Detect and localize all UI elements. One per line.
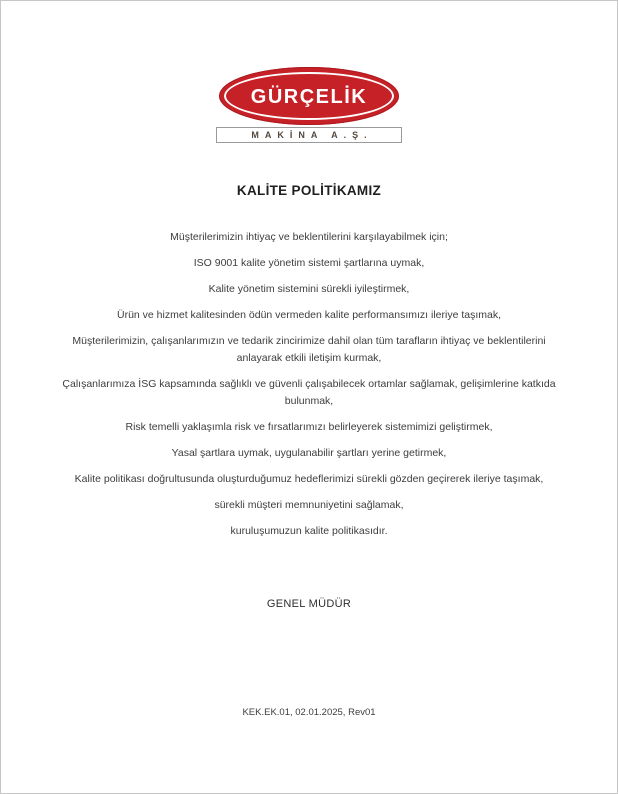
company-logo — [216, 67, 402, 143]
policy-line: Müşterilerimizin ihtiyaç ve beklentilerini karşılayabilmek için; — [170, 231, 448, 243]
policy-line: Risk temelli yaklaşımla risk ve fırsatlarımızı belirleyerek sistemimizi geliştirmek, — [125, 421, 493, 433]
policy-line: kuruluşumuzun kalite politikasıdır. — [230, 525, 388, 537]
policy-line: Ürün ve hizmet kalitesinden ödün vermeden kalite performansımızı ileriye taşımak, — [117, 309, 501, 321]
policy-text-block — [54, 229, 564, 540]
registered-trademark-icon: ® — [392, 69, 398, 78]
policy-line: sürekli müşteri memnuniyetini sağlamak, — [214, 499, 404, 511]
document-reference-footer: KEK.EK.01, 02.01.2025, Rev01 — [242, 707, 376, 718]
signature-title: GENEL MÜDÜR — [266, 598, 352, 610]
logo-ellipse-ring — [224, 72, 394, 120]
policy-line: ISO 9001 kalite yönetim sistemi şartlarına uymak, — [193, 257, 425, 269]
logo-subtitle: MAKİNA A.Ş. — [216, 127, 402, 143]
policy-line: Çalışanlarımıza İSG kapsamında sağlıklı ve güvenli çalışabilecek ortamlar sağlamak, gelişimlerine katkıda bulunmak, — [62, 378, 556, 407]
policy-line: Kalite politikası doğrultusunda oluşturduğumuz hedeflerimizi sürekli gözden geçirerek ileriye taşımak, — [74, 473, 544, 485]
policy-line: Yasal şartlara uymak, uygulanabilir şartları yerine getirmek, — [171, 447, 447, 459]
logo-brand-text: GÜRÇELİK — [250, 86, 368, 108]
logo-ellipse — [219, 67, 399, 125]
page-title: KALİTE POLİTİKAMIZ — [236, 183, 382, 198]
policy-line: Kalite yönetim sistemini sürekli iyileştirmek, — [208, 283, 410, 295]
policy-line: Müşterilerimizin, çalışanlarımızın ve tedarik zincirimize dahil olan tüm tarafların ihtiyaç ve beklentilerini anlayarak etkili iletişim kurmak, — [72, 335, 546, 364]
